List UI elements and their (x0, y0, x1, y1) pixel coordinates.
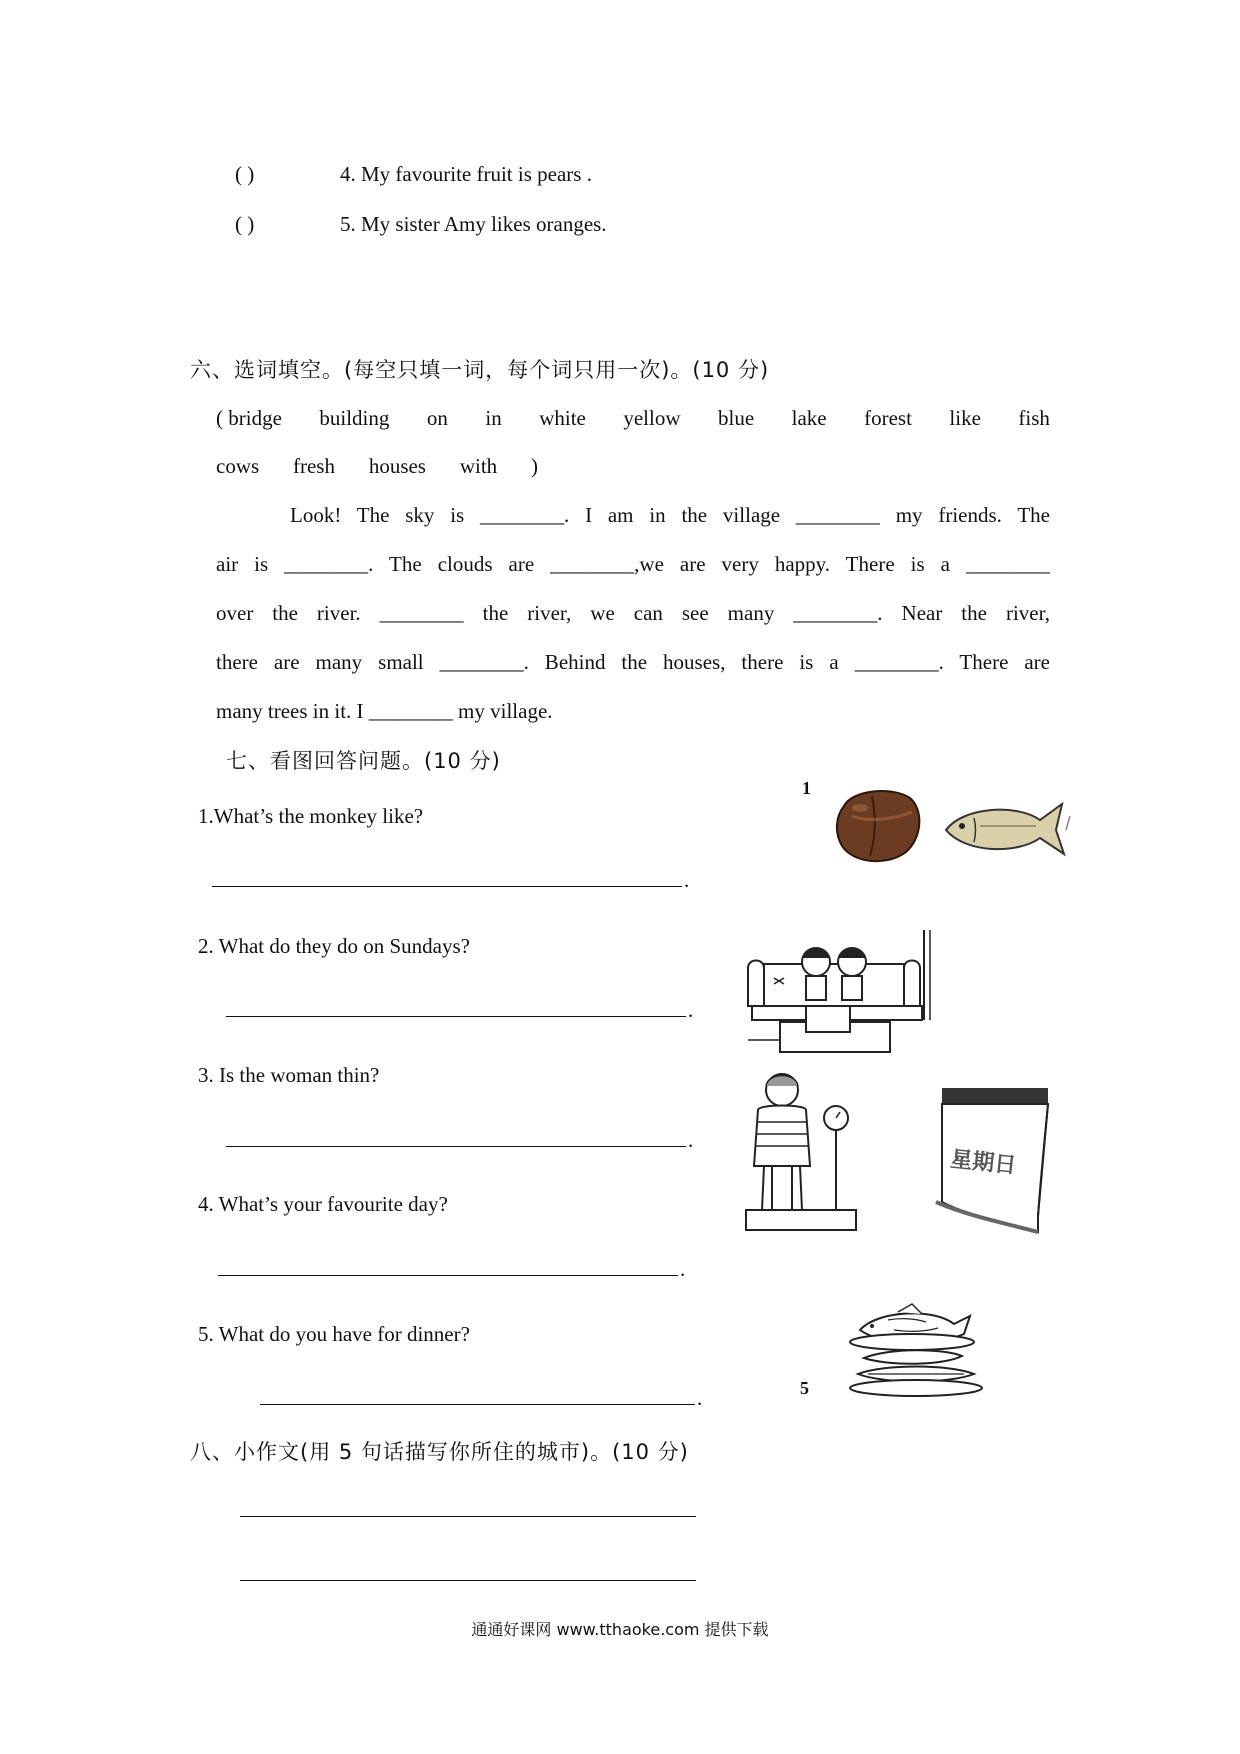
answer-period: . (697, 1386, 703, 1410)
word: white (539, 406, 586, 430)
answer-period: . (680, 1257, 686, 1281)
judge-item-4-paren: ( ) (235, 162, 255, 186)
word: on (426, 406, 448, 430)
passage-line-2: air is ________. The clouds are ________,we are very happy. There is a ________ (216, 552, 1050, 576)
word-bank-line-1 (216, 404, 1050, 432)
word: forest (864, 406, 912, 430)
answer-period: . (684, 868, 690, 892)
dinner-plates-illustration (838, 1296, 986, 1400)
passage-line-3: over the river. ________ the river, we can see many ________. Near the river, (216, 601, 1050, 625)
answer-line-4[interactable] (218, 1275, 678, 1276)
word: like (949, 406, 981, 430)
question-1: 1.What’s the monkey like? (198, 804, 424, 828)
passage-line-4: there are many small ________. Behind the houses, there is a ________. There are (216, 650, 1050, 674)
potato-illustration (832, 786, 924, 866)
word: fish (1018, 406, 1050, 430)
woman-on-scale-illustration (744, 1070, 862, 1234)
answer-line-5[interactable] (260, 1404, 695, 1405)
composition-line-1[interactable] (240, 1516, 696, 1517)
word: in (485, 406, 502, 430)
word: yellow (623, 406, 681, 430)
word: blue (717, 406, 755, 430)
word: ( bridge (216, 406, 282, 430)
answer-line-1[interactable] (212, 886, 682, 887)
answer-period: . (688, 998, 694, 1022)
answer-line-2[interactable] (226, 1016, 686, 1017)
footer-text: 通通好课网 www.tthaoke.com 提供下载 (471, 1620, 769, 1639)
calendar-illustration (928, 1086, 1054, 1234)
word: ) (530, 454, 538, 478)
calendar-label: 星期日 (949, 1147, 1018, 1179)
answer-line-3[interactable] (226, 1146, 686, 1147)
fish-illustration (940, 796, 1070, 860)
judge-item-4-text: 4. My favourite fruit is pears . (340, 162, 592, 186)
section-6-heading: 六、选词填空。(每空只填一词，每个词只用一次)。(10 分) (190, 358, 770, 382)
section-8-heading: 八、小作文(用 5 句话描写你所住的城市)。(10 分) (190, 1440, 689, 1464)
word-bank-line-2 (216, 452, 538, 480)
question-4: 4. What’s your favourite day? (198, 1192, 448, 1216)
word: with (459, 454, 498, 478)
word: houses (368, 454, 426, 478)
passage-line-5: many trees in it. I ________ my village. (216, 699, 553, 723)
judge-item-5-paren: ( ) (235, 212, 255, 236)
section-7-heading: 七、看图回答问题。(10 分) (226, 749, 501, 773)
word: cows (216, 454, 260, 478)
question-2: 2. What do they do on Sundays? (198, 934, 470, 958)
word: fresh (293, 454, 335, 478)
word: lake (791, 406, 827, 430)
composition-line-2[interactable] (240, 1580, 696, 1581)
question-5: 5. What do you have for dinner? (198, 1322, 470, 1346)
question-3: 3. Is the woman thin? (198, 1063, 380, 1087)
judge-item-5-text: 5. My sister Amy likes oranges. (340, 212, 607, 236)
picture-number-5: 5 (800, 1378, 809, 1398)
picture-number-1: 1 (802, 778, 811, 798)
word: building (319, 406, 390, 430)
kids-watching-tv-illustration (744, 928, 934, 1056)
answer-period: . (688, 1128, 694, 1152)
passage-line-1: Look! The sky is ________. I am in the village ________ my friends. The (290, 503, 1050, 527)
